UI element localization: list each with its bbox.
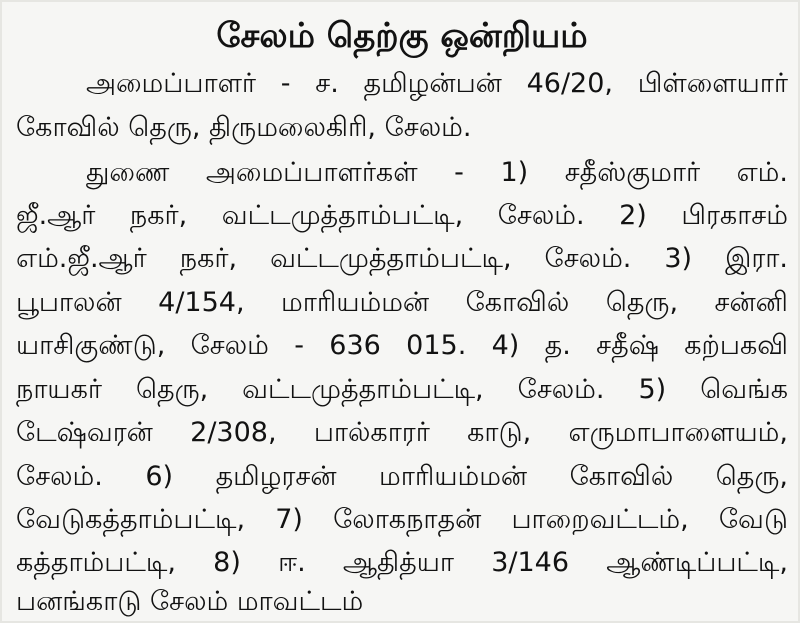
text-line: நாயகர் தெரு, வட்டமுத்தாம்பட்டி, சேலம். 5) வெங்க <box>16 374 788 405</box>
text-line: பனங்காடு சேலம் மாவட்டம் <box>16 586 364 617</box>
text-line: துணை அமைப்பாளர்கள் - 1) சதீஸ்குமார் எம். <box>86 157 788 188</box>
text-line: கத்தாம்பட்டி, 8) ஈ. ஆதித்யா 3/146 ஆண்டிப்பட்டி, <box>16 547 788 578</box>
text-line: பூபாலன் 4/154, மாரியம்மன் கோவில் தெரு, சன்னி <box>16 287 788 318</box>
text-line: எம்.ஜீ.ஆர் நகர், வட்டமுத்தாம்பட்டி, சேலம். 3) இரா. <box>16 243 788 274</box>
text-line: யாசிகுண்டு, சேலம் - 636 015. 4) த. சதீஷ் கற்பகவி <box>16 330 788 361</box>
text-line: அமைப்பாளர் - ச. தமிழன்பன் 46/20, பிள்ளையார் <box>86 68 788 99</box>
text-line: டேஷ்வரன் 2/308, பால்காரர் காடு, எருமாபாளையம், <box>16 417 788 448</box>
text-line: ஜீ.ஆர் நகர், வட்டமுத்தாம்பட்டி, சேலம். 2) பிரகாசம் <box>16 200 788 231</box>
text-line: சேலம். 6) தமிழரசன் மாரியம்மன் கோவில் தெரு, <box>16 461 788 492</box>
text-line: வேடுகத்தாம்பட்டி, 7) லோகநாதன் பாறைவட்டம், வேடு <box>16 504 788 535</box>
text-line: கோவில் தெரு, திருமலைகிரி, சேலம். <box>16 112 472 143</box>
section-heading: சேலம் தெற்கு ஒன்றியம் <box>216 16 588 56</box>
